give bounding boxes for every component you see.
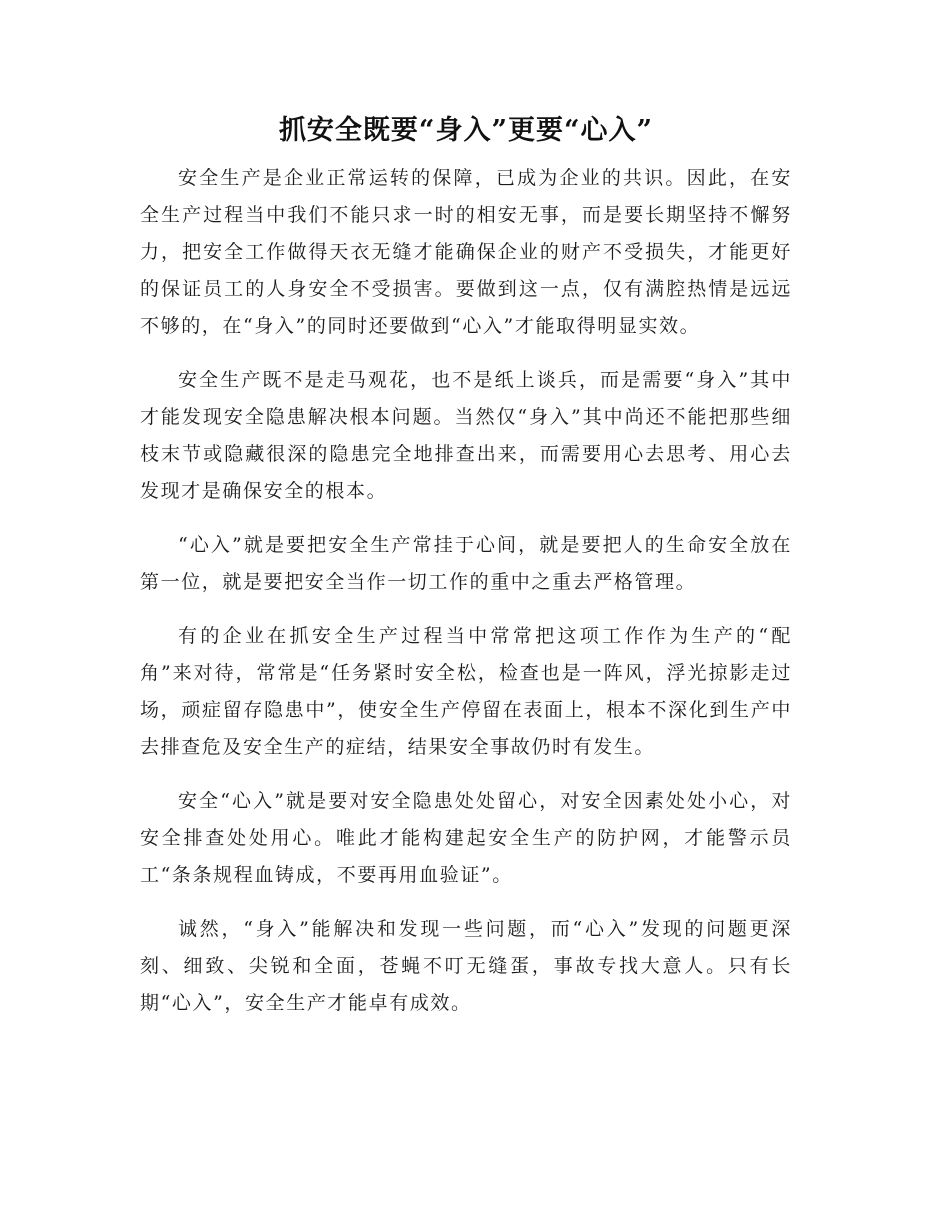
paragraph: 有的企业在抓安全生产过程当中常常把这项工作作为生产的“配角”来对待，常常是“任务紧时安全松，检查也是一阵风，浮光掠影走过场，顽症留存隐患中”，使安全生产停留在表面上，根本不深化到生产中去排查危及安全生产的症结，结果安全事故仍时有发生。 [140, 625, 792, 758]
paragraph: “心入”就是要把安全生产常挂于心间，就是要把人的生命安全放在第一位，就是要把安全当作一切工作的重中之重去严格管理。 [140, 534, 792, 593]
document-page [140, 108, 792, 1039]
paragraph: 诚然，“身入”能解决和发现一些问题，而“心入”发现的问题更深刻、细致、尖锐和全面，苍蝇不叮无缝蛋，事故专找大意人。只有长期“心入”，安全生产才能卓有成效。 [140, 918, 792, 1014]
document-title: 抓安全既要“身入”更要“心入” [278, 115, 654, 146]
paragraph: 安全生产是企业正常运转的保障，已成为企业的共识。因此，在安全生产过程当中我们不能只求一时的相安无事，而是要长期坚持不懈努力，把安全工作做得天衣无缝才能确保企业的财产不受损失，才能更好的保证员工的人身安全不受损害。要做到这一点，仅有满腔热情是远远不够的，在“身入”的同时还要做到“心入”才能取得明显实效。 [140, 167, 792, 337]
paragraph: 安全“心入”就是要对安全隐患处处留心，对安全因素处处小心，对安全排查处处用心。唯此才能构建起安全生产的防护网，才能警示员工“条条规程血铸成，不要再用血验证”。 [140, 790, 792, 886]
paragraph: 安全生产既不是走马观花，也不是纸上谈兵，而是需要“身入”其中才能发现安全隐患解决根本问题。当然仅“身入”其中尚还不能把那些细枝末节或隐藏很深的隐患完全地排查出来，而需要用心去思考、用心去发现才是确保安全的根本。 [140, 369, 792, 502]
